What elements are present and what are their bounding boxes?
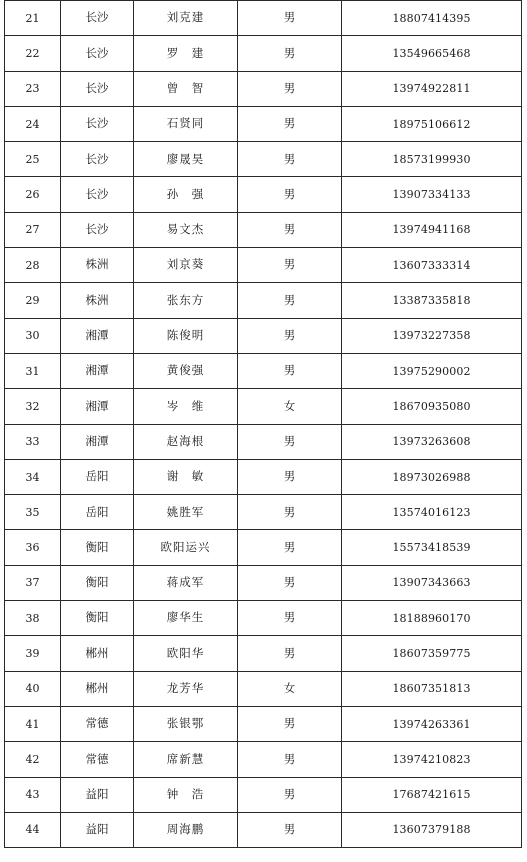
- row-number-cell: 38: [5, 601, 61, 636]
- table-row: [5, 389, 522, 424]
- table-row: [5, 565, 522, 600]
- person-name-cell: 刘京葵: [134, 248, 238, 283]
- phone-number-cell: 13907334133: [342, 177, 522, 212]
- row-number-cell: 22: [5, 36, 61, 71]
- roster-table: [4, 0, 522, 848]
- table-row: [5, 706, 522, 741]
- row-number-cell: 24: [5, 106, 61, 141]
- phone-number-cell: 18807414395: [342, 1, 522, 36]
- table-row: [5, 601, 522, 636]
- person-name-cell: 钟 浩: [134, 777, 238, 812]
- city-cell: 长沙: [61, 1, 134, 36]
- city-cell: 株洲: [61, 283, 134, 318]
- phone-number-cell: 13974922811: [342, 71, 522, 106]
- city-cell: 长沙: [61, 142, 134, 177]
- table-row: [5, 36, 522, 71]
- row-number-cell: 41: [5, 706, 61, 741]
- row-number-cell: 37: [5, 565, 61, 600]
- phone-number-cell: 18188960170: [342, 601, 522, 636]
- table-row: [5, 353, 522, 388]
- person-name-cell: 孙 强: [134, 177, 238, 212]
- city-cell: 常德: [61, 742, 134, 777]
- row-number-cell: 44: [5, 812, 61, 847]
- row-number-cell: 33: [5, 424, 61, 459]
- table-row: [5, 459, 522, 494]
- gender-cell: 男: [238, 283, 342, 318]
- phone-number-cell: 13387335818: [342, 283, 522, 318]
- phone-number-cell: 13973263608: [342, 424, 522, 459]
- phone-number-cell: 17687421615: [342, 777, 522, 812]
- phone-number-cell: 18607351813: [342, 671, 522, 706]
- table-row: [5, 424, 522, 459]
- table-row: [5, 530, 522, 565]
- gender-cell: 男: [238, 459, 342, 494]
- city-cell: 长沙: [61, 212, 134, 247]
- person-name-cell: 姚胜军: [134, 495, 238, 530]
- row-number-cell: 42: [5, 742, 61, 777]
- gender-cell: 男: [238, 530, 342, 565]
- table-row: [5, 1, 522, 36]
- gender-cell: 男: [238, 212, 342, 247]
- row-number-cell: 25: [5, 142, 61, 177]
- phone-number-cell: 13974210823: [342, 742, 522, 777]
- row-number-cell: 26: [5, 177, 61, 212]
- person-name-cell: 廖华生: [134, 601, 238, 636]
- gender-cell: 男: [238, 601, 342, 636]
- city-cell: 湘潭: [61, 424, 134, 459]
- phone-number-cell: 18607359775: [342, 636, 522, 671]
- gender-cell: 男: [238, 812, 342, 847]
- gender-cell: 男: [238, 706, 342, 741]
- row-number-cell: 31: [5, 353, 61, 388]
- gender-cell: 男: [238, 424, 342, 459]
- phone-number-cell: 13574016123: [342, 495, 522, 530]
- city-cell: 郴州: [61, 636, 134, 671]
- phone-number-cell: 18975106612: [342, 106, 522, 141]
- person-name-cell: 易文杰: [134, 212, 238, 247]
- row-number-cell: 32: [5, 389, 61, 424]
- table-row: [5, 636, 522, 671]
- person-name-cell: 罗 建: [134, 36, 238, 71]
- phone-number-cell: 15573418539: [342, 530, 522, 565]
- person-name-cell: 张银鄂: [134, 706, 238, 741]
- person-name-cell: 石贤同: [134, 106, 238, 141]
- phone-number-cell: 13607379188: [342, 812, 522, 847]
- city-cell: 益阳: [61, 812, 134, 847]
- city-cell: 衡阳: [61, 530, 134, 565]
- table-row: [5, 248, 522, 283]
- city-cell: 岳阳: [61, 459, 134, 494]
- row-number-cell: 39: [5, 636, 61, 671]
- table-row: [5, 318, 522, 353]
- roster-table-body: [5, 1, 522, 848]
- gender-cell: 男: [238, 353, 342, 388]
- phone-number-cell: 13974263361: [342, 706, 522, 741]
- person-name-cell: 周海鹏: [134, 812, 238, 847]
- city-cell: 湘潭: [61, 389, 134, 424]
- person-name-cell: 席新慧: [134, 742, 238, 777]
- city-cell: 益阳: [61, 777, 134, 812]
- row-number-cell: 29: [5, 283, 61, 318]
- city-cell: 湘潭: [61, 318, 134, 353]
- table-row: [5, 106, 522, 141]
- row-number-cell: 35: [5, 495, 61, 530]
- gender-cell: 女: [238, 671, 342, 706]
- row-number-cell: 36: [5, 530, 61, 565]
- city-cell: 衡阳: [61, 565, 134, 600]
- gender-cell: 男: [238, 318, 342, 353]
- phone-number-cell: 18670935080: [342, 389, 522, 424]
- phone-number-cell: 18973026988: [342, 459, 522, 494]
- gender-cell: 女: [238, 389, 342, 424]
- table-row: [5, 283, 522, 318]
- row-number-cell: 21: [5, 1, 61, 36]
- gender-cell: 男: [238, 142, 342, 177]
- city-cell: 长沙: [61, 36, 134, 71]
- gender-cell: 男: [238, 495, 342, 530]
- city-cell: 衡阳: [61, 601, 134, 636]
- person-name-cell: 赵海根: [134, 424, 238, 459]
- person-name-cell: 蒋成军: [134, 565, 238, 600]
- gender-cell: 男: [238, 565, 342, 600]
- phone-number-cell: 13549665468: [342, 36, 522, 71]
- person-name-cell: 廖晟昊: [134, 142, 238, 177]
- person-name-cell: 谢 敏: [134, 459, 238, 494]
- table-row: [5, 177, 522, 212]
- table-row: [5, 742, 522, 777]
- gender-cell: 男: [238, 177, 342, 212]
- city-cell: 郴州: [61, 671, 134, 706]
- gender-cell: 男: [238, 636, 342, 671]
- phone-number-cell: 18573199930: [342, 142, 522, 177]
- phone-number-cell: 13607333314: [342, 248, 522, 283]
- row-number-cell: 34: [5, 459, 61, 494]
- city-cell: 湘潭: [61, 353, 134, 388]
- table-row: [5, 671, 522, 706]
- city-cell: 长沙: [61, 177, 134, 212]
- row-number-cell: 40: [5, 671, 61, 706]
- row-number-cell: 43: [5, 777, 61, 812]
- city-cell: 长沙: [61, 106, 134, 141]
- row-number-cell: 28: [5, 248, 61, 283]
- table-row: [5, 212, 522, 247]
- person-name-cell: 张东方: [134, 283, 238, 318]
- gender-cell: 男: [238, 71, 342, 106]
- row-number-cell: 30: [5, 318, 61, 353]
- phone-number-cell: 13907343663: [342, 565, 522, 600]
- city-cell: 株洲: [61, 248, 134, 283]
- table-row: [5, 812, 522, 847]
- table-row: [5, 142, 522, 177]
- city-cell: 长沙: [61, 71, 134, 106]
- phone-number-cell: 13973227358: [342, 318, 522, 353]
- person-name-cell: 曾 智: [134, 71, 238, 106]
- city-cell: 岳阳: [61, 495, 134, 530]
- person-name-cell: 欧阳华: [134, 636, 238, 671]
- phone-number-cell: 13975290002: [342, 353, 522, 388]
- table-row: [5, 495, 522, 530]
- gender-cell: 男: [238, 1, 342, 36]
- person-name-cell: 刘克建: [134, 1, 238, 36]
- phone-number-cell: 13974941168: [342, 212, 522, 247]
- city-cell: 常德: [61, 706, 134, 741]
- row-number-cell: 27: [5, 212, 61, 247]
- gender-cell: 男: [238, 106, 342, 141]
- gender-cell: 男: [238, 248, 342, 283]
- person-name-cell: 欧阳运兴: [134, 530, 238, 565]
- person-name-cell: 龙芳华: [134, 671, 238, 706]
- person-name-cell: 陈俊明: [134, 318, 238, 353]
- row-number-cell: 23: [5, 71, 61, 106]
- gender-cell: 男: [238, 36, 342, 71]
- table-row: [5, 71, 522, 106]
- gender-cell: 男: [238, 742, 342, 777]
- table-row: [5, 777, 522, 812]
- person-name-cell: 黄俊强: [134, 353, 238, 388]
- gender-cell: 男: [238, 777, 342, 812]
- person-name-cell: 岑 维: [134, 389, 238, 424]
